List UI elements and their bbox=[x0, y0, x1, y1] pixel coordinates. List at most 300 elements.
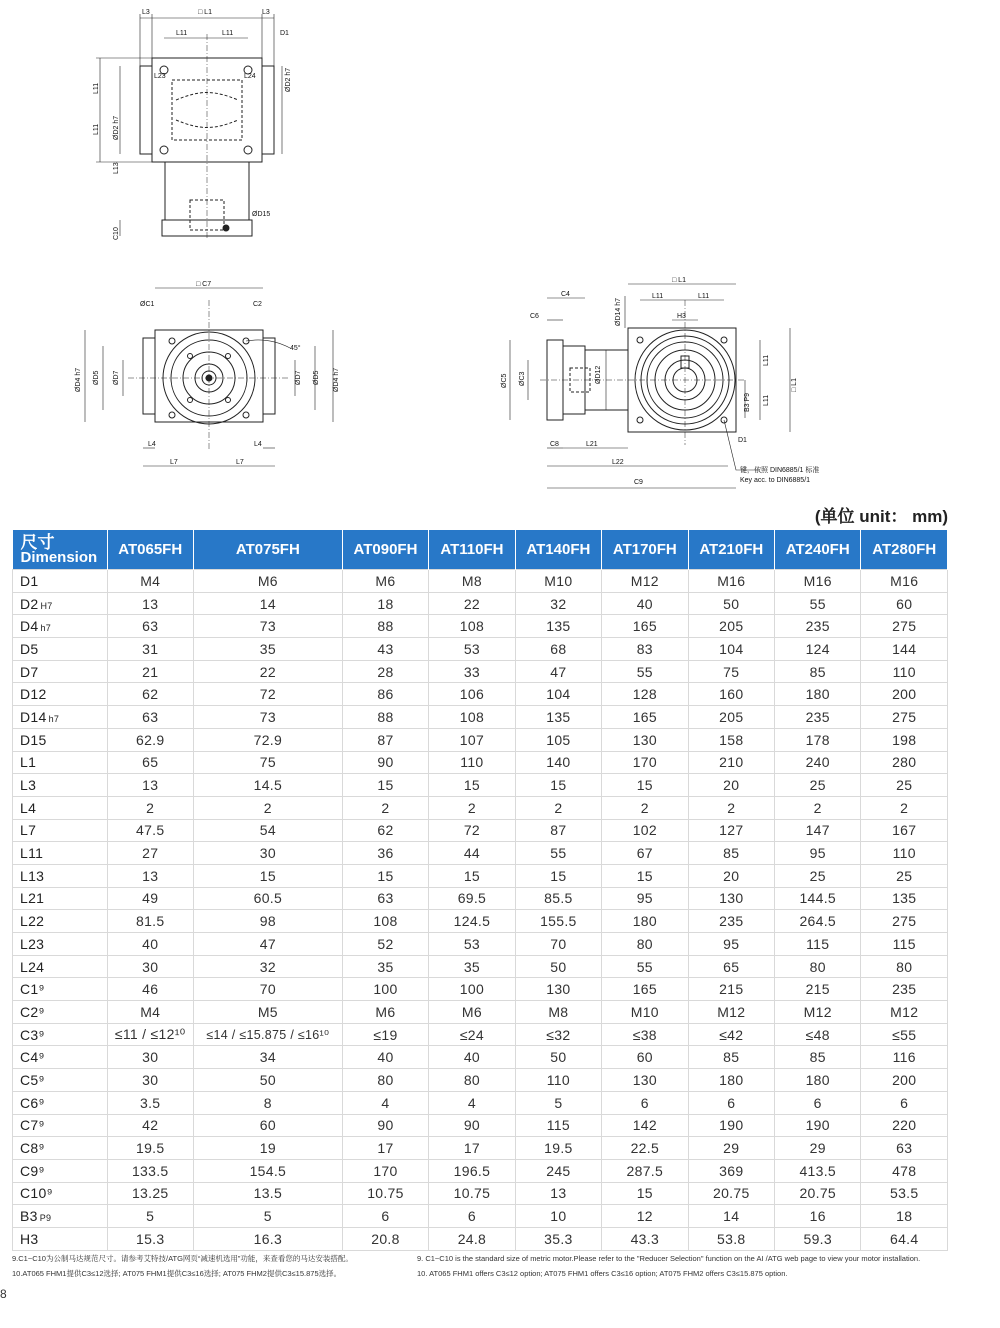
value-cell: 2 bbox=[107, 796, 193, 819]
dimension-name: D14 bbox=[20, 708, 47, 725]
table-row bbox=[13, 1159, 948, 1182]
table-row bbox=[13, 887, 948, 910]
table-row bbox=[13, 1227, 948, 1250]
value-cell: 90 bbox=[342, 1114, 428, 1137]
dimension-name: D4 bbox=[20, 618, 39, 635]
value-cell: 65 bbox=[107, 751, 193, 774]
value-cell: 25 bbox=[861, 774, 948, 797]
value-cell: 124.5 bbox=[429, 910, 515, 933]
dimension-name-cell bbox=[13, 1137, 108, 1160]
dimension-name-cell bbox=[13, 864, 108, 887]
value-cell: 15 bbox=[342, 864, 428, 887]
value-cell: 72 bbox=[193, 683, 342, 706]
dimension-name-cell bbox=[13, 1046, 108, 1069]
dimension-name-cell bbox=[13, 706, 108, 729]
value-cell: 4 bbox=[429, 1091, 515, 1114]
value-cell: 65 bbox=[688, 955, 774, 978]
front-view-labels-6: ØD7 bbox=[113, 370, 120, 385]
value-cell: 167 bbox=[861, 819, 948, 842]
value-cell: 15 bbox=[429, 864, 515, 887]
value-cell: 130 bbox=[515, 978, 601, 1001]
value-cell: 13 bbox=[107, 864, 193, 887]
table-row bbox=[13, 592, 948, 615]
value-cell: 15 bbox=[342, 774, 428, 797]
value-cell: 22.5 bbox=[602, 1137, 688, 1160]
value-cell: 5 bbox=[193, 1205, 342, 1228]
value-cell: 18 bbox=[342, 592, 428, 615]
value-cell: 2 bbox=[861, 796, 948, 819]
value-cell: 287.5 bbox=[602, 1159, 688, 1182]
top-view-drawing bbox=[96, 14, 282, 240]
top-view-labels-9: L11 bbox=[93, 82, 100, 94]
value-cell: 50 bbox=[515, 1046, 601, 1069]
value-cell: 46 bbox=[107, 978, 193, 1001]
value-cell: 413.5 bbox=[775, 1159, 861, 1182]
value-cell: 205 bbox=[688, 615, 774, 638]
value-cell: 30 bbox=[107, 955, 193, 978]
footnote-10-en: 10. AT065 FHM1 offers C3≤12 option; AT075 FHM1 offers C3≤16 option; AT075 FHM2 offers C3≤15.875 option. bbox=[417, 1269, 788, 1278]
table-row bbox=[13, 1114, 948, 1137]
value-cell: 40 bbox=[429, 1046, 515, 1069]
drawings-svg bbox=[0, 0, 1000, 500]
value-cell: 20.75 bbox=[688, 1182, 774, 1205]
value-cell: 135 bbox=[861, 887, 948, 910]
front-view-labels-0: □ C7 bbox=[196, 281, 212, 288]
value-cell: 54 bbox=[193, 819, 342, 842]
value-cell: 95 bbox=[688, 933, 774, 956]
top-view-labels-8: ØD2 h7 bbox=[285, 67, 292, 92]
table-row bbox=[13, 683, 948, 706]
dimension-name-cell bbox=[13, 1069, 108, 1092]
value-cell: 130 bbox=[602, 728, 688, 751]
value-cell: 75 bbox=[193, 751, 342, 774]
table-row bbox=[13, 570, 948, 593]
value-cell: 3.5 bbox=[107, 1091, 193, 1114]
dimension-name-cell bbox=[13, 1114, 108, 1137]
value-cell: 47.5 bbox=[107, 819, 193, 842]
value-cell: 128 bbox=[602, 683, 688, 706]
dimension-name: C3⁹ bbox=[20, 1026, 45, 1043]
value-cell: 62 bbox=[342, 819, 428, 842]
value-cell: 13 bbox=[107, 592, 193, 615]
value-cell: 6 bbox=[602, 1091, 688, 1114]
value-cell: 53 bbox=[429, 638, 515, 661]
value-cell: ≤55 bbox=[861, 1023, 948, 1046]
value-cell: 85.5 bbox=[515, 887, 601, 910]
model-header-at170fh: AT170FH bbox=[602, 530, 688, 570]
value-cell: 88 bbox=[342, 615, 428, 638]
value-cell: 68 bbox=[515, 638, 601, 661]
value-cell: 62 bbox=[107, 683, 193, 706]
table-header-row bbox=[13, 530, 948, 570]
value-cell: 10.75 bbox=[429, 1182, 515, 1205]
value-cell: M8 bbox=[429, 570, 515, 593]
value-cell: 32 bbox=[193, 955, 342, 978]
value-cell: M8 bbox=[515, 1001, 601, 1024]
value-cell: 40 bbox=[602, 592, 688, 615]
dimension-name-cell bbox=[13, 728, 108, 751]
top-view-labels-5: D1 bbox=[280, 30, 289, 37]
dimension-name-cell bbox=[13, 592, 108, 615]
dimension-name-cell bbox=[13, 842, 108, 865]
value-cell: 18 bbox=[861, 1205, 948, 1228]
value-cell: 53.8 bbox=[688, 1227, 774, 1250]
value-cell: 275 bbox=[861, 706, 948, 729]
value-cell: ≤11 / ≤12¹⁰ bbox=[107, 1023, 193, 1046]
dimension-name: H3 bbox=[20, 1230, 39, 1247]
dimension-name: L13 bbox=[20, 867, 45, 884]
dimension-name: L3 bbox=[20, 777, 37, 794]
dimension-name-cell bbox=[13, 751, 108, 774]
value-cell: 20.8 bbox=[342, 1227, 428, 1250]
value-cell: 70 bbox=[193, 978, 342, 1001]
dimension-name: C2⁹ bbox=[20, 1003, 45, 1020]
value-cell: 67 bbox=[602, 842, 688, 865]
value-cell: 5 bbox=[107, 1205, 193, 1228]
value-cell: 80 bbox=[861, 955, 948, 978]
value-cell: M12 bbox=[861, 1001, 948, 1024]
value-cell: 50 bbox=[688, 592, 774, 615]
dimension-name-cell bbox=[13, 570, 108, 593]
value-cell: 55 bbox=[775, 592, 861, 615]
value-cell: 50 bbox=[193, 1069, 342, 1092]
dimension-name-cell bbox=[13, 1205, 108, 1228]
side-view-drawing bbox=[510, 284, 790, 488]
side-view-labels-2: ØD14 h7 bbox=[615, 297, 622, 326]
value-cell: 107 bbox=[429, 728, 515, 751]
value-cell: 165 bbox=[602, 706, 688, 729]
value-cell: 85 bbox=[688, 842, 774, 865]
value-cell: 6 bbox=[342, 1205, 428, 1228]
value-cell: 30 bbox=[107, 1046, 193, 1069]
dimension-name: C8⁹ bbox=[20, 1140, 45, 1157]
value-cell: 72 bbox=[429, 819, 515, 842]
table-row bbox=[13, 706, 948, 729]
dimension-name-cell bbox=[13, 910, 108, 933]
value-cell: 80 bbox=[775, 955, 861, 978]
front-view-labels-12: L7 bbox=[170, 459, 178, 466]
table-row bbox=[13, 955, 948, 978]
table-row bbox=[13, 864, 948, 887]
footnotes-en bbox=[417, 1251, 977, 1281]
dimension-name-cell bbox=[13, 819, 108, 842]
value-cell: 32 bbox=[515, 592, 601, 615]
page-number: 8 bbox=[0, 1287, 7, 1301]
front-view-labels-10: L4 bbox=[148, 441, 156, 448]
value-cell: ≤32 bbox=[515, 1023, 601, 1046]
side-view-labels-0: C4 bbox=[561, 291, 570, 298]
value-cell: 2 bbox=[342, 796, 428, 819]
top-view-labels-1: □ L1 bbox=[198, 9, 212, 16]
table-row bbox=[13, 1046, 948, 1069]
value-cell: 245 bbox=[515, 1159, 601, 1182]
value-cell: 21 bbox=[107, 660, 193, 683]
value-cell: 200 bbox=[861, 1069, 948, 1092]
value-cell: 20 bbox=[688, 774, 774, 797]
model-header-at140fh: AT140FH bbox=[515, 530, 601, 570]
value-cell: 147 bbox=[775, 819, 861, 842]
value-cell: 6 bbox=[775, 1091, 861, 1114]
value-cell: 55 bbox=[515, 842, 601, 865]
dimension-name: D2 bbox=[20, 595, 39, 612]
value-cell: 14 bbox=[193, 592, 342, 615]
model-header-at280fh: AT280FH bbox=[861, 530, 948, 570]
side-view-labels-9: ØD12 bbox=[595, 365, 602, 384]
value-cell: 178 bbox=[775, 728, 861, 751]
value-cell: 90 bbox=[429, 1114, 515, 1137]
side-view-labels-3: □ L1 bbox=[672, 277, 686, 284]
dimension-name: C9⁹ bbox=[20, 1162, 45, 1179]
value-cell: 63 bbox=[342, 887, 428, 910]
value-cell: 155.5 bbox=[515, 910, 601, 933]
value-cell: 30 bbox=[107, 1069, 193, 1092]
value-cell: 264.5 bbox=[775, 910, 861, 933]
dimension-name: L23 bbox=[20, 935, 45, 952]
value-cell: 20.75 bbox=[775, 1182, 861, 1205]
value-cell: 102 bbox=[602, 819, 688, 842]
value-cell: 170 bbox=[602, 751, 688, 774]
value-cell: 110 bbox=[515, 1069, 601, 1092]
dimension-name: C6⁹ bbox=[20, 1094, 45, 1111]
tolerance-class: h7 bbox=[48, 713, 60, 724]
value-cell: 60 bbox=[602, 1046, 688, 1069]
value-cell: 14 bbox=[688, 1205, 774, 1228]
value-cell: 108 bbox=[429, 706, 515, 729]
top-view-labels-2: L3 bbox=[262, 9, 270, 16]
footnote-10-cn: 10.AT065 FHM1提供C3≤12选择; AT075 FHM1提供C3≤16选择; AT075 FHM2提供C3≤15.875选择。 bbox=[12, 1269, 342, 1278]
side-view-labels-17: L22 bbox=[612, 459, 624, 466]
value-cell: 25 bbox=[775, 864, 861, 887]
value-cell: 85 bbox=[775, 1046, 861, 1069]
value-cell: 70 bbox=[515, 933, 601, 956]
value-cell: 127 bbox=[688, 819, 774, 842]
dimension-name: L21 bbox=[20, 890, 45, 907]
value-cell: 80 bbox=[342, 1069, 428, 1092]
value-cell: 180 bbox=[688, 1069, 774, 1092]
table-row bbox=[13, 1205, 948, 1228]
value-cell: 43 bbox=[342, 638, 428, 661]
value-cell: M16 bbox=[775, 570, 861, 593]
value-cell: 81.5 bbox=[107, 910, 193, 933]
value-cell: 180 bbox=[775, 683, 861, 706]
table-row bbox=[13, 1069, 948, 1092]
value-cell: 29 bbox=[688, 1137, 774, 1160]
table-row bbox=[13, 1091, 948, 1114]
value-cell: 60 bbox=[861, 592, 948, 615]
value-cell: 35.3 bbox=[515, 1227, 601, 1250]
value-cell: 47 bbox=[193, 933, 342, 956]
value-cell: M10 bbox=[515, 570, 601, 593]
value-cell: 55 bbox=[602, 660, 688, 683]
value-cell: 17 bbox=[342, 1137, 428, 1160]
value-cell: 85 bbox=[775, 660, 861, 683]
value-cell: 60 bbox=[193, 1114, 342, 1137]
dimension-name-cell bbox=[13, 1001, 108, 1024]
value-cell: 180 bbox=[775, 1069, 861, 1092]
table-row bbox=[13, 1137, 948, 1160]
value-cell: 135 bbox=[515, 615, 601, 638]
model-header-at210fh: AT210FH bbox=[688, 530, 774, 570]
value-cell: ≤24 bbox=[429, 1023, 515, 1046]
value-cell: 369 bbox=[688, 1159, 774, 1182]
dimension-name: B3 bbox=[20, 1208, 38, 1225]
value-cell: 13.5 bbox=[193, 1182, 342, 1205]
value-cell: 15.3 bbox=[107, 1227, 193, 1250]
dimension-name: L24 bbox=[20, 958, 45, 975]
value-cell: 108 bbox=[342, 910, 428, 933]
dimension-name-cell bbox=[13, 615, 108, 638]
dimension-name-cell bbox=[13, 933, 108, 956]
top-view-labels-6: L23 bbox=[154, 73, 166, 80]
value-cell: 13 bbox=[107, 774, 193, 797]
value-cell: 20 bbox=[688, 864, 774, 887]
value-cell: 124 bbox=[775, 638, 861, 661]
value-cell: 87 bbox=[515, 819, 601, 842]
value-cell: M12 bbox=[602, 570, 688, 593]
value-cell: 85 bbox=[688, 1046, 774, 1069]
table-row bbox=[13, 751, 948, 774]
front-view-labels-3: 45° bbox=[290, 345, 301, 352]
value-cell: 87 bbox=[342, 728, 428, 751]
value-cell: 15 bbox=[515, 864, 601, 887]
value-cell: 4 bbox=[342, 1091, 428, 1114]
value-cell: 115 bbox=[861, 933, 948, 956]
side-view-labels-6: H3 bbox=[677, 313, 686, 320]
value-cell: 275 bbox=[861, 910, 948, 933]
dimension-name-cell bbox=[13, 955, 108, 978]
value-cell: ≤19 bbox=[342, 1023, 428, 1046]
value-cell: 2 bbox=[193, 796, 342, 819]
side-view-labels-11: L11 bbox=[763, 394, 770, 406]
dimension-name-cell bbox=[13, 1182, 108, 1205]
side-view-labels-14: D1 bbox=[738, 437, 747, 444]
value-cell: 130 bbox=[688, 887, 774, 910]
value-cell: 170 bbox=[342, 1159, 428, 1182]
dimension-name: C1⁹ bbox=[20, 981, 45, 998]
side-view-labels-12: □ L1 bbox=[791, 378, 798, 392]
value-cell: 88 bbox=[342, 706, 428, 729]
value-cell: M4 bbox=[107, 570, 193, 593]
side-view-labels-4: L11 bbox=[652, 293, 664, 300]
value-cell: 235 bbox=[775, 615, 861, 638]
value-cell: 75 bbox=[688, 660, 774, 683]
dimension-name: L1 bbox=[20, 754, 37, 771]
front-view-labels-2: C2 bbox=[253, 301, 262, 308]
value-cell: 35 bbox=[342, 955, 428, 978]
unit-label: (单位 unit： mm) bbox=[814, 507, 948, 526]
dimension-name-cell bbox=[13, 774, 108, 797]
value-cell: 16.3 bbox=[193, 1227, 342, 1250]
value-cell: 280 bbox=[861, 751, 948, 774]
value-cell: 17 bbox=[429, 1137, 515, 1160]
value-cell: 95 bbox=[775, 842, 861, 865]
value-cell: 15 bbox=[602, 864, 688, 887]
table-row bbox=[13, 842, 948, 865]
value-cell: 31 bbox=[107, 638, 193, 661]
table-row bbox=[13, 728, 948, 751]
value-cell: 110 bbox=[861, 842, 948, 865]
value-cell: 144.5 bbox=[775, 887, 861, 910]
front-view-labels bbox=[75, 281, 340, 466]
top-view-labels-10: L11 bbox=[93, 123, 100, 135]
value-cell: 63 bbox=[107, 615, 193, 638]
model-header-at065fh: AT065FH bbox=[107, 530, 193, 570]
value-cell: 47 bbox=[515, 660, 601, 683]
value-cell: 42 bbox=[107, 1114, 193, 1137]
top-view-labels-11: ØD2 h7 bbox=[113, 115, 120, 140]
side-view-labels-18: C9 bbox=[634, 479, 643, 486]
value-cell: M6 bbox=[342, 570, 428, 593]
value-cell: 215 bbox=[775, 978, 861, 1001]
front-view-labels-13: L7 bbox=[236, 459, 244, 466]
value-cell: M5 bbox=[193, 1001, 342, 1024]
top-view-labels-0: L3 bbox=[142, 9, 150, 16]
value-cell: 240 bbox=[775, 751, 861, 774]
tolerance-class: H7 bbox=[40, 600, 53, 611]
value-cell: 29 bbox=[775, 1137, 861, 1160]
value-cell: 6 bbox=[688, 1091, 774, 1114]
value-cell: 2 bbox=[429, 796, 515, 819]
value-cell: 69.5 bbox=[429, 887, 515, 910]
dimension-name: L11 bbox=[20, 845, 44, 862]
value-cell: 22 bbox=[429, 592, 515, 615]
table-row bbox=[13, 910, 948, 933]
footnotes-cn bbox=[12, 1251, 412, 1281]
top-view-labels-7: L24 bbox=[244, 73, 256, 80]
value-cell: M12 bbox=[688, 1001, 774, 1024]
dimension-name: C5⁹ bbox=[20, 1071, 45, 1088]
table-body bbox=[13, 570, 948, 1251]
key-note-cn: 键，依照 DIN6885/1 标准 bbox=[740, 467, 820, 474]
dimension-name: L4 bbox=[20, 799, 37, 816]
side-view-labels-5: L11 bbox=[698, 293, 710, 300]
value-cell: M16 bbox=[688, 570, 774, 593]
value-cell: 19.5 bbox=[515, 1137, 601, 1160]
front-view-labels-8: ØD5 bbox=[313, 370, 320, 385]
value-cell: 220 bbox=[861, 1114, 948, 1137]
dimension-name-cell bbox=[13, 1023, 108, 1046]
dimension-header-cn: 尺寸 bbox=[20, 532, 55, 552]
value-cell: 110 bbox=[861, 660, 948, 683]
value-cell: 235 bbox=[861, 978, 948, 1001]
value-cell: 12 bbox=[602, 1205, 688, 1228]
dimension-header-en: Dimension bbox=[20, 548, 98, 566]
value-cell: 205 bbox=[688, 706, 774, 729]
value-cell: 165 bbox=[602, 615, 688, 638]
value-cell: 100 bbox=[429, 978, 515, 1001]
value-cell: 10.75 bbox=[342, 1182, 428, 1205]
value-cell: 8 bbox=[193, 1091, 342, 1114]
top-view-labels-3: L11 bbox=[176, 30, 188, 37]
value-cell: 115 bbox=[515, 1114, 601, 1137]
table-row bbox=[13, 660, 948, 683]
value-cell: 110 bbox=[429, 751, 515, 774]
value-cell: 160 bbox=[688, 683, 774, 706]
dimension-name-cell bbox=[13, 638, 108, 661]
value-cell: 15 bbox=[515, 774, 601, 797]
value-cell: 80 bbox=[429, 1069, 515, 1092]
value-cell: 22 bbox=[193, 660, 342, 683]
value-cell: 40 bbox=[342, 1046, 428, 1069]
table-row bbox=[13, 638, 948, 661]
value-cell: 158 bbox=[688, 728, 774, 751]
value-cell: 73 bbox=[193, 706, 342, 729]
top-view-labels-14: C10 bbox=[113, 227, 120, 240]
table-row bbox=[13, 978, 948, 1001]
value-cell: 478 bbox=[861, 1159, 948, 1182]
value-cell: 190 bbox=[688, 1114, 774, 1137]
value-cell: 198 bbox=[861, 728, 948, 751]
